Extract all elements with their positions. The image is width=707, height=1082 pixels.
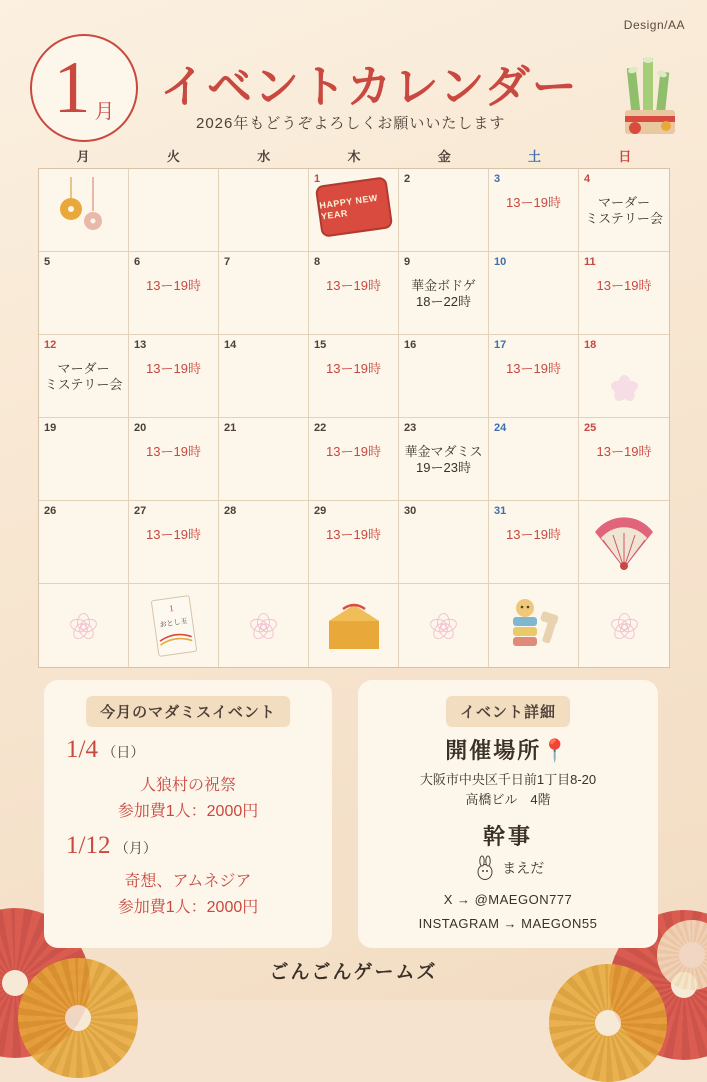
event-1-dow: （日） bbox=[102, 744, 145, 760]
day-number: 18 bbox=[584, 339, 597, 351]
page-title: イベントカレンダー bbox=[160, 61, 579, 112]
day-number: 9 bbox=[404, 256, 411, 268]
day-event bbox=[314, 361, 393, 377]
day-number: 11 bbox=[584, 256, 596, 268]
day-event bbox=[584, 444, 664, 460]
ema-plaque-icon bbox=[323, 599, 385, 653]
calendar-day-22 bbox=[309, 418, 399, 501]
day-event-line1: 13ー19時 bbox=[596, 444, 652, 459]
day-number: 14 bbox=[224, 339, 237, 351]
rabbit-icon bbox=[472, 855, 498, 881]
day-event bbox=[134, 361, 213, 377]
calendar-day-27 bbox=[129, 501, 219, 584]
day-event bbox=[494, 527, 573, 543]
day-event-line1: 13ー19時 bbox=[146, 527, 201, 542]
calendar-day-empty bbox=[579, 584, 669, 667]
calendar-day-28 bbox=[219, 501, 309, 584]
day-number: 23 bbox=[404, 422, 417, 434]
event-1-fee: 参加費1人：2000円 bbox=[117, 803, 259, 820]
sns-x[interactable]: X → @MAEGON777 bbox=[443, 892, 573, 907]
day-event-line2: ミステリー会 bbox=[585, 211, 663, 227]
day-event-line2: 19ー23時 bbox=[416, 460, 471, 476]
venue-address-line1: 大阪市中央区千日前1丁目8-20 bbox=[419, 772, 597, 787]
day-number: 10 bbox=[494, 256, 507, 268]
calendar-day-18 bbox=[579, 335, 669, 418]
calendar-day-9 bbox=[399, 252, 489, 335]
mizuhiki-decoration-icon bbox=[51, 177, 115, 241]
map-pin-icon: 📍 bbox=[541, 738, 571, 763]
day-number: 13 bbox=[134, 339, 147, 351]
day-event-line1: 13ー19時 bbox=[596, 278, 652, 293]
calendar-day-7 bbox=[219, 252, 309, 335]
month-badge bbox=[30, 34, 138, 142]
day-event-line1: マーダー bbox=[597, 195, 650, 210]
day-number: 31 bbox=[494, 505, 507, 517]
day-event bbox=[134, 278, 213, 294]
calendar-day-26 bbox=[39, 501, 129, 584]
calendar-day-12 bbox=[39, 335, 129, 418]
day-event bbox=[134, 444, 213, 460]
calendar-day-empty bbox=[129, 584, 219, 667]
day-event bbox=[494, 361, 573, 377]
monthly-madamis-panel bbox=[44, 680, 332, 948]
month-kanji: 月 bbox=[94, 101, 115, 123]
day-event-line1: 華金ボドゲ bbox=[411, 278, 476, 293]
calendar-day-15 bbox=[309, 335, 399, 418]
event-2-name: 奇想、アムネジア bbox=[124, 873, 252, 890]
weekday-sat: 土 bbox=[528, 149, 542, 164]
day-number: 24 bbox=[494, 422, 507, 434]
sns-instagram[interactable]: INSTAGRAM → MAEGON55 bbox=[418, 916, 598, 931]
calendar-day-31 bbox=[489, 501, 579, 584]
calendar-day-30 bbox=[399, 501, 489, 584]
day-number: 30 bbox=[404, 505, 417, 517]
day-event-line1: 13ー19時 bbox=[326, 278, 381, 293]
panel-right-heading: イベント詳細 bbox=[446, 696, 570, 727]
day-event bbox=[404, 278, 483, 311]
weekday-header bbox=[38, 146, 670, 165]
weekday-wed: 水 bbox=[257, 149, 271, 164]
event-details-panel bbox=[358, 680, 658, 948]
day-number: 7 bbox=[224, 256, 231, 268]
organizer-name: まえだ bbox=[502, 860, 545, 876]
day-event-line2: ミステリー会 bbox=[44, 377, 123, 393]
day-number: 5 bbox=[44, 256, 51, 268]
calendar-day-11 bbox=[579, 252, 669, 335]
calendar-day-25 bbox=[579, 418, 669, 501]
day-event-line1: 13ー19時 bbox=[146, 278, 201, 293]
weekday-mon: 月 bbox=[76, 149, 90, 164]
calendar-day-8 bbox=[309, 252, 399, 335]
panel-left-heading: 今月のマダミスイベント bbox=[86, 696, 290, 727]
day-number: 16 bbox=[404, 339, 417, 351]
month-number: 1 bbox=[53, 47, 91, 129]
day-number: 29 bbox=[314, 505, 327, 517]
event-2-date: 1/12 bbox=[66, 832, 111, 859]
weekday-fri: 金 bbox=[437, 149, 451, 164]
calendar-day-5 bbox=[39, 252, 129, 335]
day-event bbox=[314, 527, 393, 543]
calendar-day-empty bbox=[399, 584, 489, 667]
day-event-line1: 13ー19時 bbox=[146, 361, 201, 376]
calendar-day-19 bbox=[39, 418, 129, 501]
venue-title-text: 開催場所 bbox=[445, 738, 542, 763]
day-number: 25 bbox=[584, 422, 597, 434]
day-event-line1: 13ー19時 bbox=[146, 444, 201, 459]
day-number: 3 bbox=[494, 173, 501, 185]
weekday-thu: 木 bbox=[347, 149, 361, 164]
day-event bbox=[404, 444, 483, 477]
day-event-line1: 13ー19時 bbox=[326, 527, 381, 542]
calendar-day-13 bbox=[129, 335, 219, 418]
day-event-line1: マーダー bbox=[57, 361, 110, 376]
svg-text:おとし玉: おとし玉 bbox=[158, 617, 188, 629]
footer-brand: ごんごんゲームズ bbox=[269, 962, 438, 983]
event-1-date: 1/4 bbox=[66, 736, 98, 763]
calendar-day-24 bbox=[489, 418, 579, 501]
event-2-fee: 参加費1人：2000円 bbox=[117, 899, 259, 916]
calendar-day-20 bbox=[129, 418, 219, 501]
event-1-name: 人狼村の祝祭 bbox=[139, 777, 236, 794]
day-number: 2 bbox=[404, 173, 411, 185]
calendar-day-17 bbox=[489, 335, 579, 418]
calendar-day-2 bbox=[399, 169, 489, 252]
day-number: 27 bbox=[134, 505, 147, 517]
weekday-tue: 火 bbox=[166, 149, 180, 164]
day-event-line1: 華金マダミス bbox=[404, 444, 483, 459]
day-number: 21 bbox=[224, 422, 237, 434]
day-event-line1: 13ー19時 bbox=[326, 361, 381, 376]
day-number: 28 bbox=[224, 505, 237, 517]
day-event bbox=[494, 195, 573, 211]
organizer-title: 幹事 bbox=[482, 824, 533, 849]
day-number: 22 bbox=[314, 422, 327, 434]
calendar-day-4 bbox=[579, 169, 669, 252]
day-event bbox=[584, 195, 664, 228]
calendar-day-23 bbox=[399, 418, 489, 501]
happy-new-year-badge: HAPPY NEW YEAR bbox=[314, 176, 393, 238]
venue-address-line2: 高橋ビル 4階 bbox=[465, 792, 551, 807]
day-event bbox=[134, 527, 213, 543]
venue-title bbox=[358, 734, 658, 765]
calendar-day-empty bbox=[219, 584, 309, 667]
calendar-day-6 bbox=[129, 252, 219, 335]
calendar-day-empty bbox=[129, 169, 219, 252]
day-event-line1: 13ー19時 bbox=[506, 361, 561, 376]
calendar-day-1 bbox=[309, 169, 399, 252]
day-number: 15 bbox=[314, 339, 327, 351]
day-event-line1: 13ー19時 bbox=[506, 527, 561, 542]
svg-text:1: 1 bbox=[168, 602, 174, 613]
day-event-line2: 18ー22時 bbox=[416, 294, 471, 310]
calendar-day-16 bbox=[399, 335, 489, 418]
day-number: 17 bbox=[494, 339, 507, 351]
sakura-icon bbox=[607, 610, 641, 644]
day-number: 20 bbox=[134, 422, 147, 434]
day-number: 12 bbox=[44, 339, 57, 351]
day-event bbox=[584, 278, 664, 294]
organizer-row bbox=[358, 855, 658, 881]
day-event-line1: 13ー19時 bbox=[326, 444, 381, 459]
otoshidama-envelope-icon bbox=[145, 591, 201, 659]
folding-fan-icon bbox=[591, 514, 657, 570]
day-event bbox=[314, 444, 393, 460]
day-number: 1 bbox=[314, 173, 321, 185]
weekday-sun: 日 bbox=[618, 149, 632, 164]
day-event bbox=[314, 278, 393, 294]
sakura-icon bbox=[427, 610, 461, 644]
event-2-dow: （月） bbox=[114, 840, 157, 856]
calendar-day-empty bbox=[39, 169, 129, 252]
calendar-day-empty bbox=[489, 584, 579, 667]
calendar-day-14 bbox=[219, 335, 309, 418]
calendar-day-empty bbox=[219, 169, 309, 252]
day-number: 26 bbox=[44, 505, 57, 517]
page-subtitle: 2026年もどうぞよろしくお願いいたします bbox=[196, 115, 506, 132]
sakura-icon bbox=[67, 610, 101, 644]
sakura-icon bbox=[607, 372, 641, 406]
day-number: 4 bbox=[584, 173, 591, 185]
calendar-day-29 bbox=[309, 501, 399, 584]
day-number: 6 bbox=[134, 256, 141, 268]
calendar-day-21 bbox=[219, 418, 309, 501]
calendar-day-10 bbox=[489, 252, 579, 335]
calendar-day-empty bbox=[579, 501, 669, 584]
calendar-day-empty bbox=[39, 584, 129, 667]
calendar-day-empty bbox=[309, 584, 399, 667]
header bbox=[0, 28, 707, 138]
design-credit: Design/AA bbox=[623, 18, 685, 32]
day-event-line1: 13ー19時 bbox=[506, 195, 561, 210]
daruma-otoshi-icon bbox=[503, 597, 565, 655]
kadomatsu-icon bbox=[621, 50, 679, 138]
calendar-day-3 bbox=[489, 169, 579, 252]
day-event bbox=[44, 361, 123, 394]
day-number: 19 bbox=[44, 422, 57, 434]
calendar-grid bbox=[38, 168, 670, 668]
day-number: 8 bbox=[314, 256, 321, 268]
sakura-icon bbox=[247, 610, 281, 644]
